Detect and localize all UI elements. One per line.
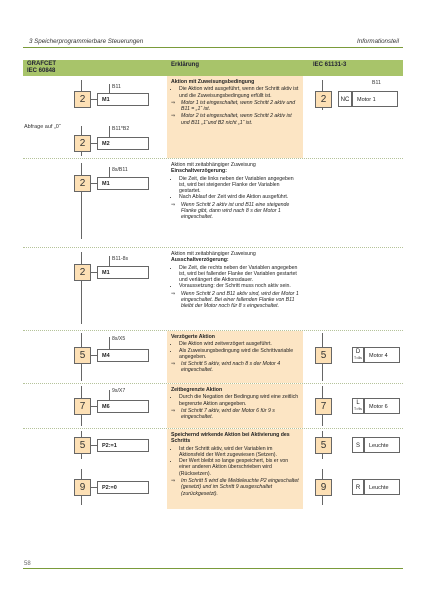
table-row	[23, 159, 403, 248]
explanation: Aktion mit zeitabhängiger Zuweisung Einschaltverzögerung: • Die Zeit, die links neben der Variablen angegeben ist, wird bei steigender Flanke der Variablen gestartet. • Nach Ablauf der Zeit wird die Aktion ausgeführt. ⇒ Wenn Schritt 2 aktiv ist und B11 eine steigende Flanke gibt, dann wird nach 8 s der Motor 1 eingeschaltet.	[171, 162, 299, 221]
action-box: M1	[97, 93, 149, 106]
col-grafcet-header: GRAFCET IEC 60848	[27, 61, 56, 74]
table-header	[23, 60, 403, 76]
qualifier-box: D T=8s	[352, 347, 364, 363]
condition-label: 8s/X5	[112, 336, 126, 342]
step-box: 2	[74, 264, 91, 281]
action-box: M1	[97, 266, 149, 279]
action-box: M6	[97, 400, 149, 413]
explanation: Aktion mit zeitabhängiger Zuweisung Ausschaltverzögerung: • Die Zeit, die rechts neben der Variablen angegeben ist, wird bei fallender Flanke der Variablen gestartet und verlängert die Aktionsdauer. • Voraussetzung: der Schritt muss noch aktiv sein. ⇒ Wenn Schritt 2 und B11 aktiv sind, wird der Motor 1 eingeschaltet. Bei einer fallenden Flanke von B11 bleibt der Motor noch für 8 s eingeschaltet.	[171, 251, 299, 310]
action-box: P2:=0	[97, 481, 149, 494]
condition-label: B11	[372, 80, 381, 86]
action-box: Motor 4	[364, 347, 400, 363]
running-header	[23, 38, 403, 46]
action-box: P2:=1	[97, 439, 149, 452]
step-box: 2	[74, 175, 91, 192]
section-label: Informationsteil	[357, 38, 399, 45]
explanation: Aktion mit Zuweisungsbedingung • Die Aktion wird ausgeführt, wenn der Schritt aktiv ist und die Zuweisungsbedingung erfüllt ist. ⇒ Motor 1 ist eingeschaltet, wenn Schritt 2 aktiv und B11 = „1“ ist. ⇒ Motor 2 ist eingeschaltet, wenn Schritt 2 aktiv ist und B11 „1“und B2 nicht „1“ ist.	[171, 79, 299, 126]
step-box: 7	[315, 398, 332, 415]
chapter-title: 3 Speicherprogrammierbare Steuerungen	[29, 38, 144, 45]
condition-label: 8s/B11	[112, 167, 128, 173]
table-row	[23, 331, 403, 384]
action-box: Motor 6	[364, 398, 400, 414]
action-box: Leuchte	[364, 437, 400, 453]
condition-label: B11*B2	[112, 126, 130, 132]
step-box: 5	[315, 347, 332, 364]
action-box: Leuchte	[364, 479, 400, 495]
step-box: 2	[74, 135, 91, 152]
action-box: M1	[97, 177, 149, 190]
query-label: Abfrage auf „0“	[24, 124, 61, 130]
step-box: 2	[315, 91, 332, 108]
col-explanation-header: Erklärung	[171, 62, 200, 68]
step-box: 9	[74, 479, 91, 496]
step-box: 5	[74, 347, 91, 364]
table-row	[23, 384, 403, 429]
qualifier-box: S	[352, 437, 364, 453]
step-box: 2	[74, 91, 91, 108]
col-iec-header: IEC 61131-3	[313, 62, 347, 68]
step-box: 5	[315, 437, 332, 454]
step-box: 9	[315, 479, 332, 496]
explanation: Verzögerte Aktion • Die Aktion wird zeitverzögert ausgeführt. • Als Zuweisungsbedingung wird die Schrittvariable angegeben. ⇒ Ist Schritt 5 aktiv, wird nach 8 s der Motor 4 eingeschaltet.	[171, 334, 299, 374]
qualifier-box: L T=9s	[352, 398, 364, 414]
table-row	[23, 429, 403, 509]
action-box: M2	[97, 137, 149, 150]
header-rule	[23, 47, 403, 48]
table-row	[23, 76, 403, 159]
condition-label: 9s/X7	[112, 388, 126, 394]
step-box: 7	[74, 398, 91, 415]
step-box: 5	[74, 437, 91, 454]
page-number: 58	[24, 561, 31, 567]
condition-label: B11	[112, 84, 121, 90]
action-box: M4	[97, 349, 149, 362]
action-box: Motor 1	[352, 91, 398, 107]
qualifier-box: NC	[338, 91, 352, 107]
explanation: Zeitbegrenzte Aktion • Durch die Negation der Bedingung wird eine zeitlich begrenzte Aktion angegeben. ⇒ Ist Schritt 7 aktiv, wird der Motor 6 für 9 s eingeschaltet.	[171, 387, 299, 420]
explanation: Speichernd wirkende Aktion bei Aktivierung des Schritts • Ist der Schritt aktiv, wird der Variablen im Aktionsfeld der Wert zugewiesen (Setzen). • Der Wert bleibt so lange gespeichert, bis er von einer anderen Aktion überschrieben wird (Rücksetzen). ⇒ Im Schritt 5 wird die Meldeleuchte P2 eingeschaltet (gesetzt) und im Schritt 9 ausgeschaltet (zurückgesetzt).	[171, 432, 299, 497]
qualifier-box: R	[352, 479, 364, 495]
table-row	[23, 248, 403, 331]
footer-rule	[23, 568, 403, 569]
condition-label: B11-8s	[112, 256, 129, 262]
grafcet-table	[23, 60, 403, 509]
